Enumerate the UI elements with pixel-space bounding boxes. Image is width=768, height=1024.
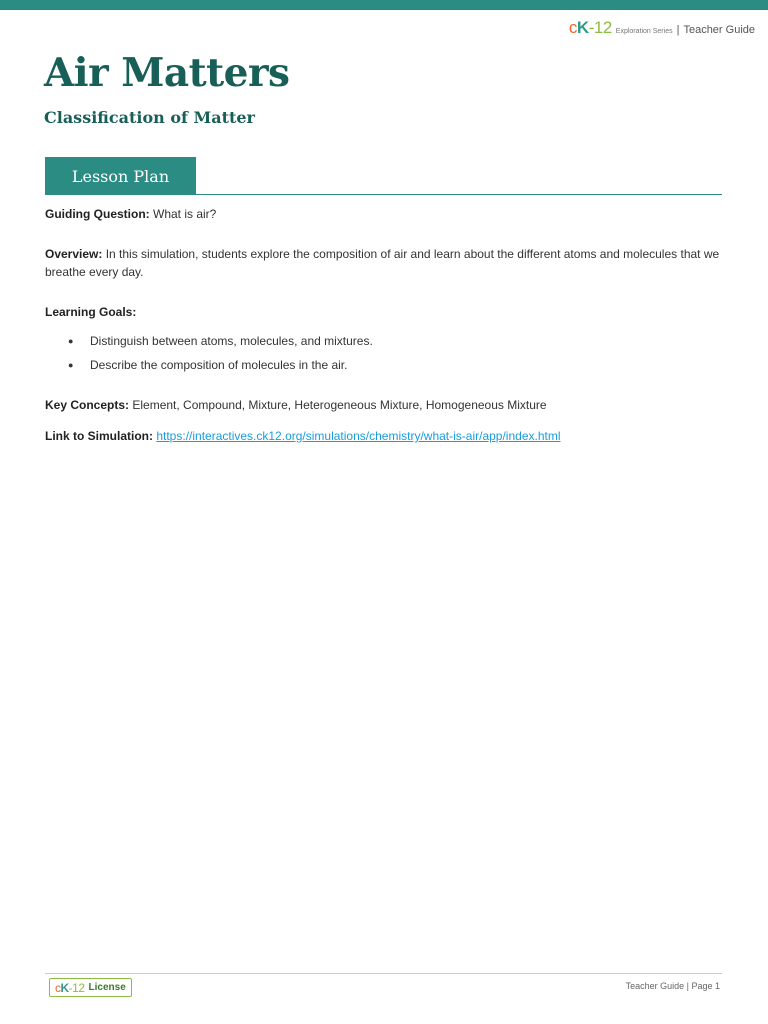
guide-label: Teacher Guide: [683, 24, 755, 36]
page-title: Air Matters: [44, 50, 290, 96]
logo-12: -12: [588, 18, 612, 37]
ck12-logo[interactable]: [569, 18, 612, 38]
guiding-question-text: What is air?: [149, 207, 217, 221]
logo-12: -12: [68, 980, 85, 995]
simulation-link-label: Link to Simulation:: [45, 429, 153, 443]
learning-goals-list: [45, 332, 725, 374]
guiding-question-label: Guiding Question:: [45, 207, 150, 221]
key-concepts-label: Key Concepts:: [45, 398, 130, 412]
simulation-link-row: [45, 427, 725, 445]
series-label: Exploration Series: [615, 28, 673, 35]
overview-label: Overview:: [45, 247, 103, 261]
page-subtitle: Classification of Matter: [44, 108, 255, 127]
logo-k: K: [60, 980, 69, 995]
header-brand: [569, 18, 755, 38]
footer-ck12-logo: [55, 981, 85, 995]
simulation-link[interactable]: https://interactives.ck12.org/simulations/chemistry/what-is-air/app/index.html: [156, 429, 561, 443]
learning-goals-heading: [45, 303, 725, 321]
key-concepts: [45, 396, 725, 414]
list-item: ● Distinguish between atoms, molecules, and mixtures.: [45, 332, 725, 350]
logo-c: c: [55, 980, 61, 995]
key-concepts-text: Element, Compound, Mixture, Heterogeneous Mixture, Homogeneous Mixture: [129, 398, 547, 412]
overview: [45, 245, 725, 281]
lesson-content: [45, 205, 725, 445]
list-item: ● Describe the composition of molecules in the air.: [45, 356, 725, 374]
license-label: License: [88, 982, 126, 993]
page-info: Teacher Guide | Page 1: [625, 981, 720, 991]
license-badge[interactable]: [49, 978, 132, 997]
top-accent-bar: [0, 0, 768, 10]
header-separator: |: [676, 24, 680, 36]
lesson-plan-tab: Lesson Plan: [45, 157, 196, 195]
footer-divider: [45, 973, 722, 974]
learning-goals-label: Learning Goals:: [45, 305, 137, 319]
overview-text: In this simulation, students explore the composition of air and learn about the different atoms and molecules that we breathe every day.: [45, 247, 720, 279]
logo-k: K: [576, 18, 589, 37]
guiding-question: [45, 205, 725, 223]
section-divider: [45, 194, 722, 195]
logo-c: c: [568, 18, 577, 37]
